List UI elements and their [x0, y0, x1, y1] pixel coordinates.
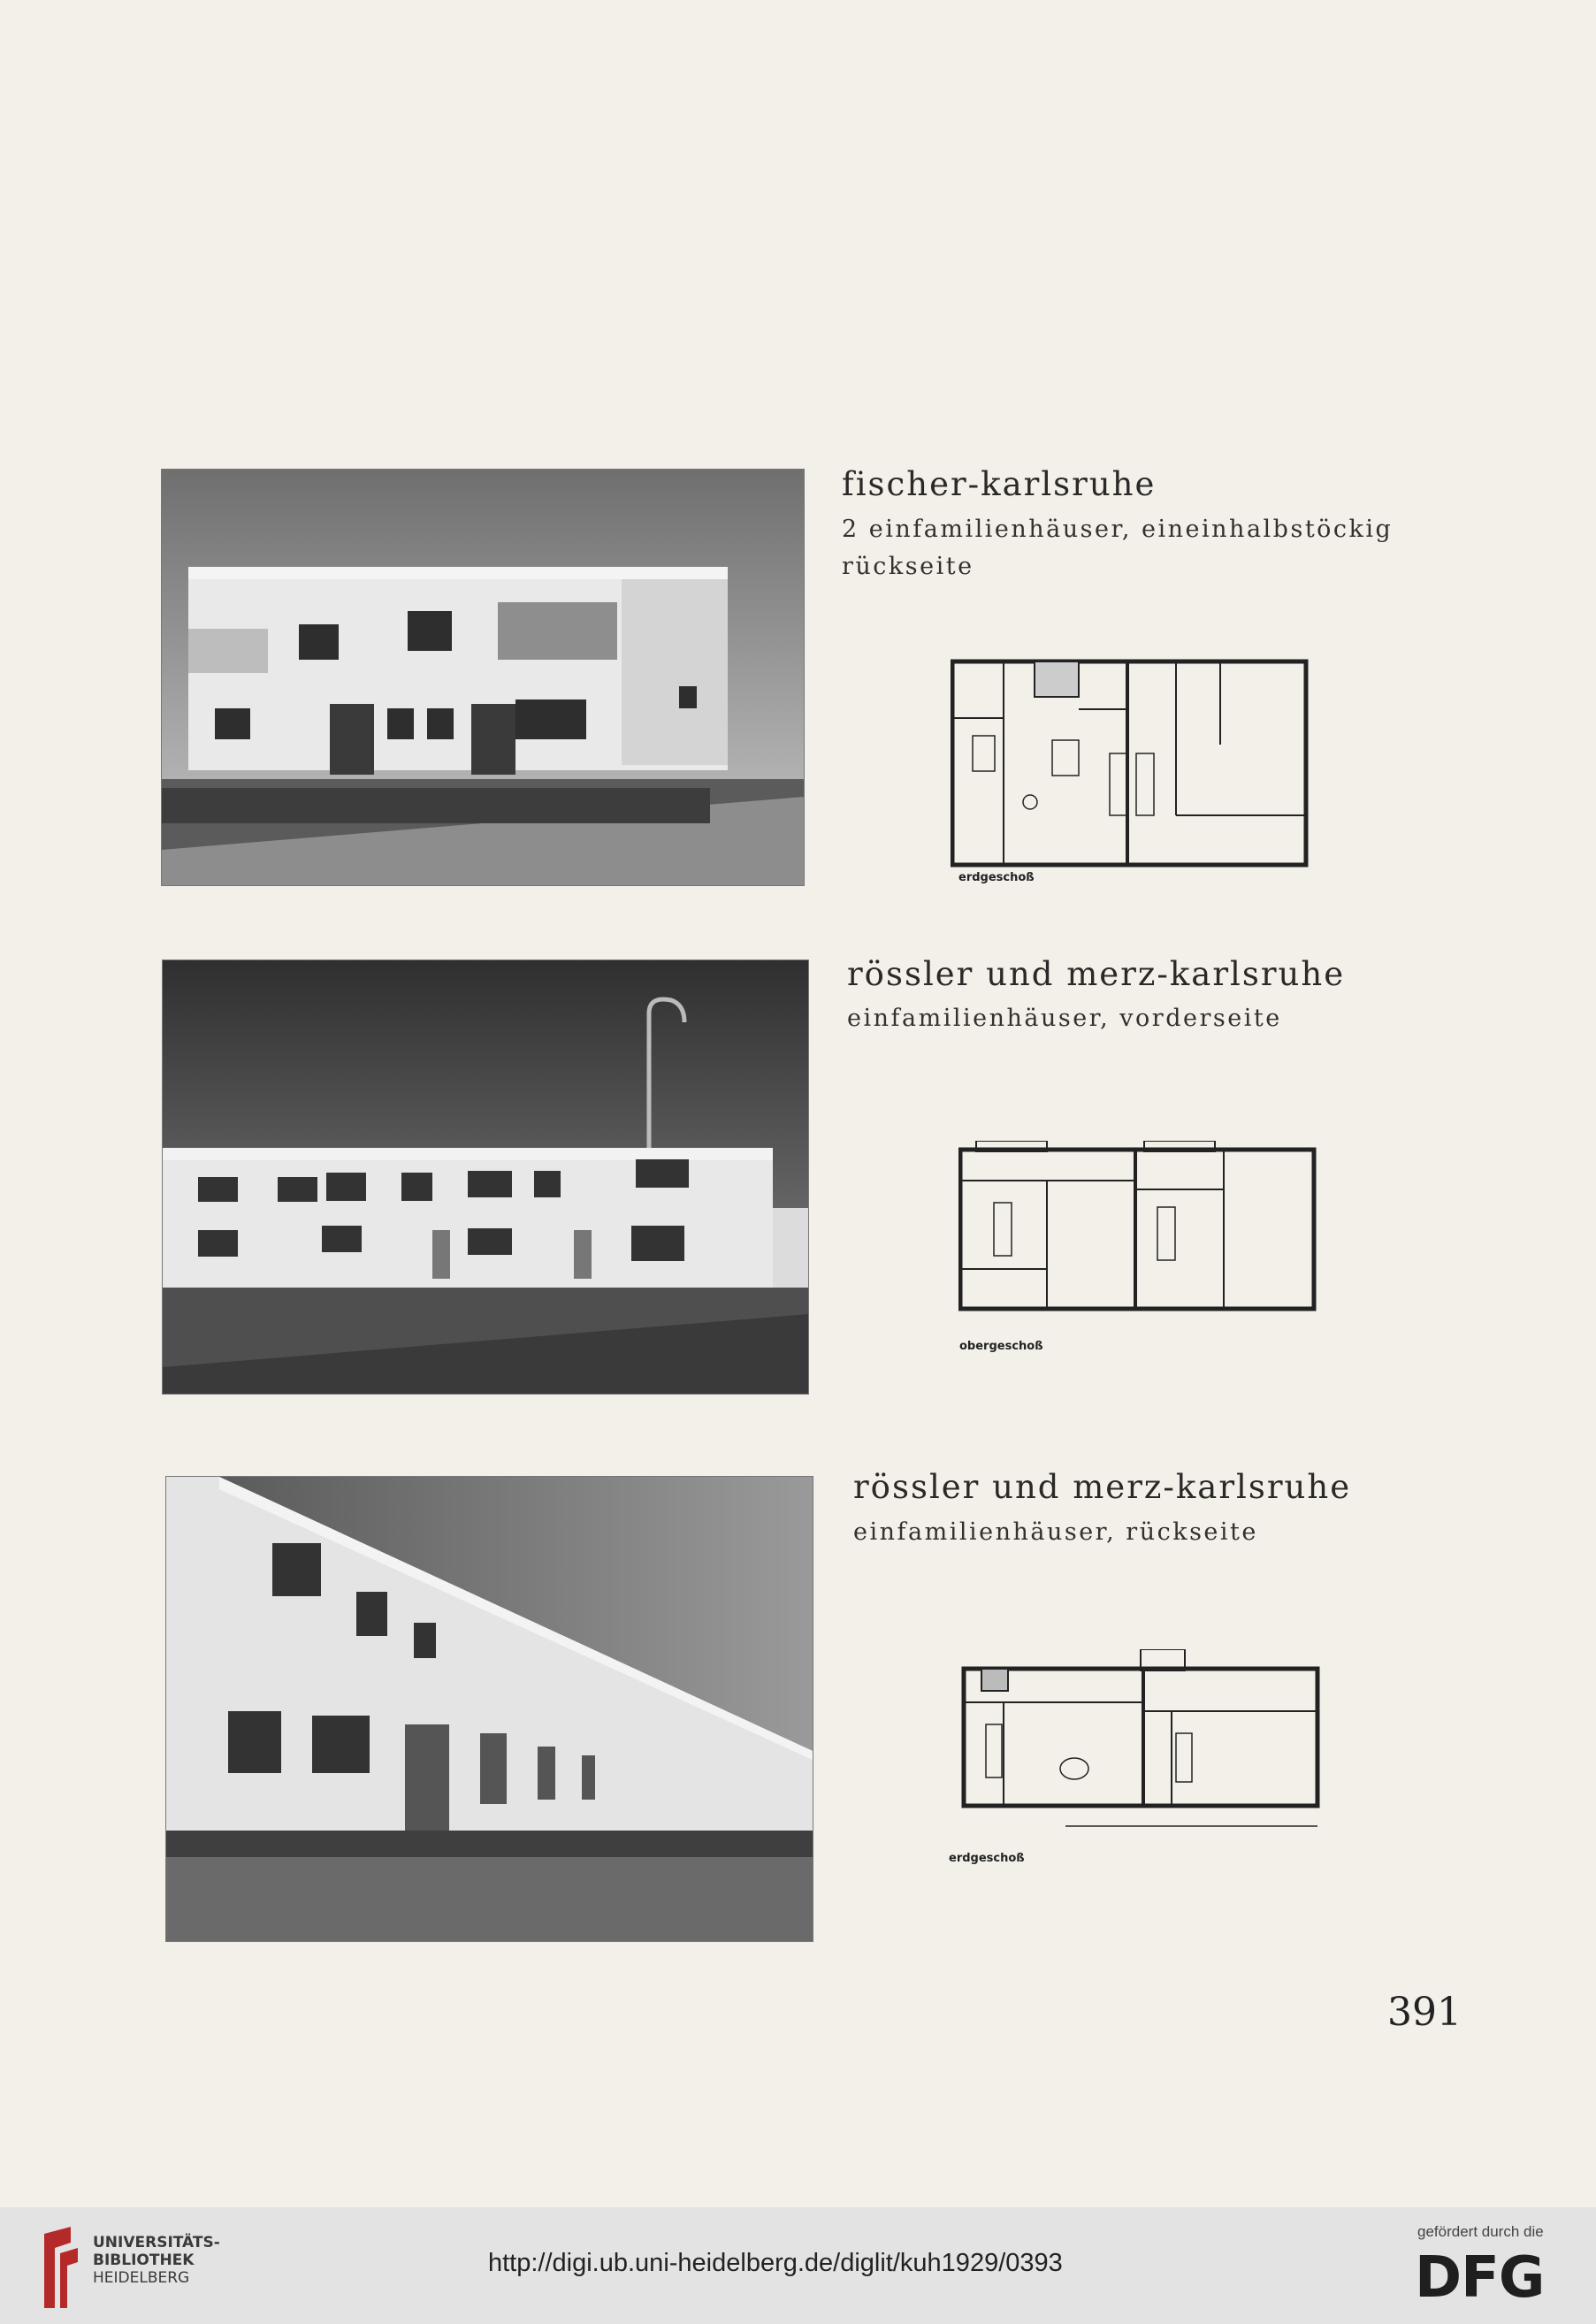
- library-name-line-1: UNIVERSITÄTS-: [93, 2234, 220, 2251]
- photo-roessler-merz-front: [162, 959, 809, 1395]
- library-name-line-2: BIBLIOTHEK: [93, 2251, 195, 2269]
- entry-2-subtitle: einfamilienhäuser, vorderseite: [847, 1005, 1282, 1032]
- plan-3-label: erdgeschoß: [949, 1852, 1025, 1865]
- floor-plan-2: [958, 1141, 1317, 1313]
- entry-1-subtitle: 2 einfamilienhäuser, eineinhalbstöckig: [842, 516, 1394, 543]
- plan-1-label: erdgeschoß: [958, 871, 1035, 884]
- permalink-url[interactable]: http://digi.ub.uni-heidelberg.de/diglit/kuh1929/0393: [488, 2249, 1063, 2277]
- photo-fischer-house-rear: [161, 469, 805, 886]
- entry-1-subtitle-2: rückseite: [842, 553, 974, 580]
- entry-2-title: rössler und merz-karlsruhe: [847, 955, 1346, 993]
- entry-1-title: fischer-karlsruhe: [842, 465, 1157, 503]
- dfg-logo: DFG: [1415, 2245, 1545, 2311]
- entry-3-title: rössler und merz-karlsruhe: [853, 1468, 1352, 1506]
- plan-2-label: obergeschoß: [959, 1340, 1043, 1353]
- university-library-name: [93, 2234, 220, 2287]
- digitization-footer: [0, 2207, 1596, 2324]
- page-number: 391: [1387, 1990, 1462, 2035]
- entry-3-subtitle: einfamilienhäuser, rückseite: [853, 1518, 1258, 1546]
- floor-plan-1: [951, 656, 1309, 868]
- floor-plan-3: [951, 1649, 1326, 1835]
- funding-caption: gefördert durch die: [1417, 2223, 1544, 2240]
- library-name-line-3: HEIDELBERG: [93, 2269, 190, 2287]
- photo-roessler-merz-rear: [165, 1476, 813, 1942]
- university-library-logo-icon: [35, 2227, 87, 2308]
